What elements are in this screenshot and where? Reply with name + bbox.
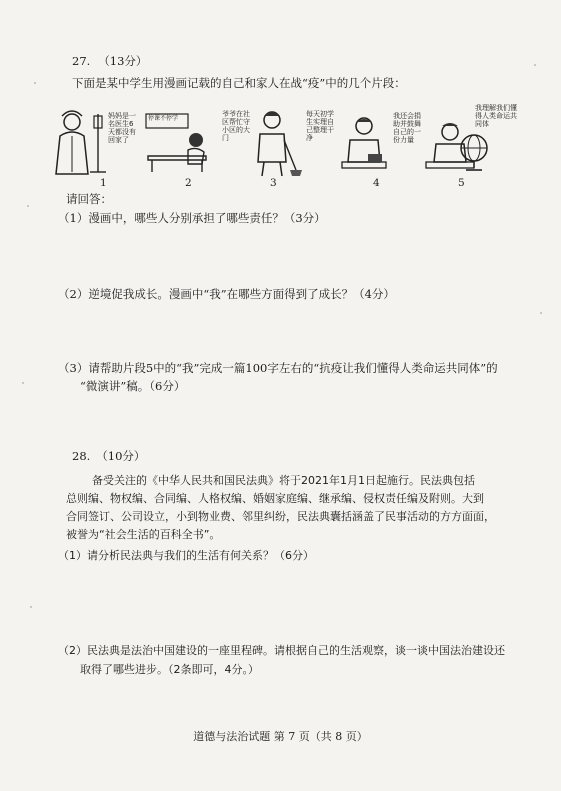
q27-sub3-line2: “微演讲”稿。（6分） xyxy=(80,379,186,393)
q27-sub3-line1: （3）请帮助片段5中的“我”完成一篇100字左右的“抗疫让我们懂得人类命运共同体”的 xyxy=(58,361,498,375)
panel-4-number: 4 xyxy=(373,177,380,189)
q28-header xyxy=(72,449,145,464)
q27-ask: 请回答： xyxy=(66,192,112,206)
q27-score: （13分） xyxy=(98,54,148,68)
q27-intro: 下面是某中学生用漫画记载的自己和家人在战“疫”中的几个片段： xyxy=(72,76,406,90)
panel-5-caption: 我还会捐助并鼓舞自己的一份力量 xyxy=(393,112,421,144)
scan-speck xyxy=(30,606,32,608)
q27-header xyxy=(72,54,147,69)
q28-para-line2: 总则编、物权编、合同编、人格权编、婚姻家庭编、继承编、侵权责任编及附则。大到 xyxy=(66,492,484,505)
page-footer: 道德与法治试题 第 7 页（共 8 页） xyxy=(193,730,368,743)
panel-1-caption: 妈妈是一名医生6天都没有回家了 xyxy=(108,112,136,144)
q28-sub2-line1: （2）民法典是法治中国建设的一座里程碑。请根据自己的生活观察，谈一谈中国法治建设还 xyxy=(58,644,505,657)
scan-speck xyxy=(22,382,24,384)
panel-4-caption: 每天初学生实理自己整理干净 xyxy=(306,110,334,142)
q27-sub2: （2）逆境促我成长。漫画中“我”在哪些方面得到了成长？（4分） xyxy=(58,287,395,301)
q28-sub2-line2: 取得了哪些进步。（2条即可，4分。） xyxy=(80,663,259,676)
panel-1-number: 1 xyxy=(100,177,107,189)
scan-speck xyxy=(534,64,536,66)
scan-speck xyxy=(27,205,29,207)
panel-2-caption: 停课不停学 xyxy=(148,115,179,122)
panel-3-caption: 爷爷在社区帮忙守小区的大门 xyxy=(222,110,250,142)
panel-globe-caption: 我理解我们懂得人类命运共同体 xyxy=(475,104,517,128)
scan-speck xyxy=(540,312,542,314)
globe-icon xyxy=(454,130,494,172)
scan-speck xyxy=(34,82,36,84)
sweeping-volunteer-icon xyxy=(246,108,302,178)
q28-para-line4: 被誉为“社会生活的百科全书”。 xyxy=(66,528,221,541)
q28-para-line1: 备受关注的《中华人民共和国民法典》将于2021年1月1日起施行。民法典包括 xyxy=(92,474,475,487)
q28-para-line3: 合同签订、公司设立，小到物业费、邻里纠纷，民法典囊括涵盖了民事活动的方方面面， xyxy=(66,510,495,523)
doctor-icon xyxy=(50,106,112,176)
q27-sub1: （1）漫画中，哪些人分别承担了哪些责任？（3分） xyxy=(58,211,326,225)
q28-score: （10分） xyxy=(96,449,146,463)
writing-student-icon xyxy=(338,114,390,176)
panel-3-number: 3 xyxy=(270,177,277,189)
panel-2-number: 2 xyxy=(185,177,192,189)
q28-number: 28. xyxy=(72,449,91,463)
q27-number: 27. xyxy=(72,54,91,68)
panel-5-number: 5 xyxy=(458,177,465,189)
q28-sub1: （1）请分析民法典与我们的生活有何关系？（6分） xyxy=(58,549,314,562)
